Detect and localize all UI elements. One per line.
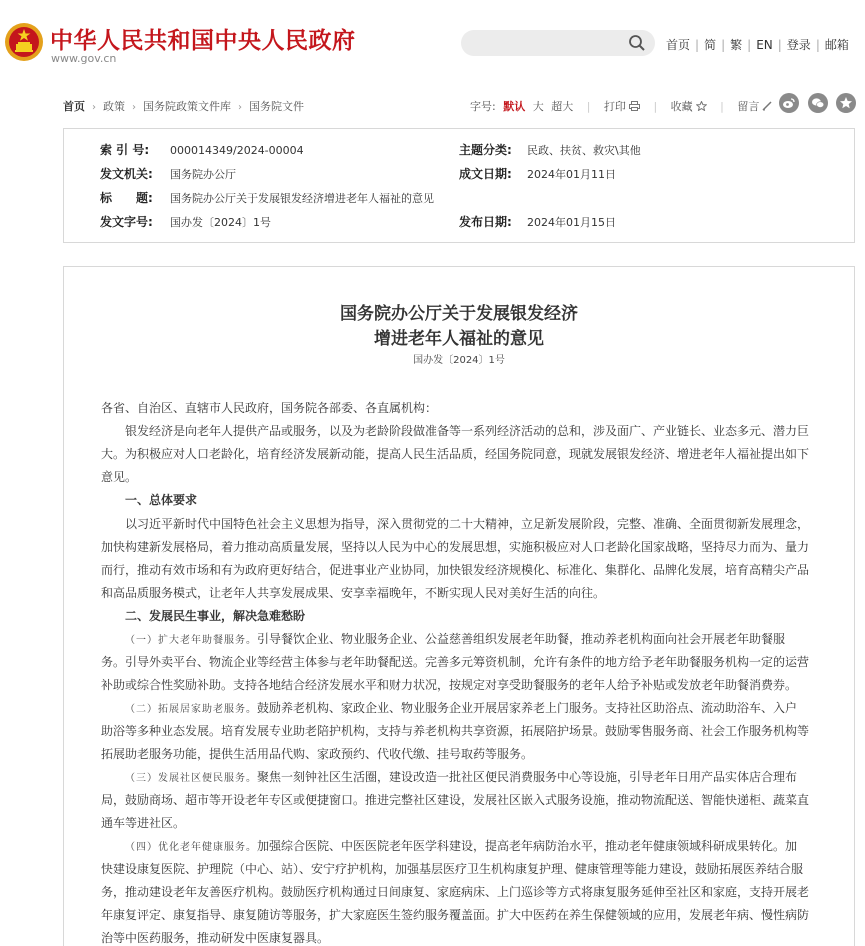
subsection-heading: （三）发展社区便民服务。	[125, 773, 257, 784]
nav-traditional[interactable]: 繁	[730, 38, 743, 52]
paragraph-line: 治等中医药服务，推动研发中医康复器具。	[101, 931, 330, 945]
section-heading: 二、发展民生事业，解决急难愁盼	[125, 609, 306, 623]
breadcrumb-policy[interactable]: 政策	[103, 100, 125, 113]
printer-icon	[629, 101, 640, 111]
section-heading: 一、总体要求	[125, 493, 198, 507]
search-icon[interactable]	[628, 34, 646, 52]
info-index-row	[100, 141, 304, 158]
top-nav: 首页 | 简 | 繁 | EN | 登录 | 邮箱	[666, 38, 849, 52]
paragraph-line: 拓展助老服务功能，提供生活用品代购、家政预约、代收代缴、挂号取药等服务。	[101, 747, 534, 761]
paragraph-line	[125, 768, 797, 788]
favorite-label: 收藏	[670, 100, 693, 113]
paragraph-text: 引导餐饮企业、物业服务企业、公益慈善组织发展老年助餐，推动养老机构面向社会开展老年助餐服	[257, 632, 786, 646]
font-size-label: 字号:	[470, 100, 496, 113]
paragraph-line: 大。为积极应对人口老龄化，培育经济发展新动能，提高人民生活品质，经国务院同意，现就发展银发经济、增进老年人福祉提出如下	[101, 447, 810, 461]
print-button[interactable]	[604, 100, 640, 113]
breadcrumb: 首页 › 政策 › 国务院政策文件库 › 国务院文件	[63, 100, 304, 113]
star-outline-icon	[696, 101, 707, 111]
breadcrumb-bar	[0, 92, 865, 118]
info-topic-row	[459, 141, 641, 158]
breadcrumb-state-council-docs[interactable]: 国务院文件	[249, 100, 304, 113]
info-docno-row	[100, 213, 271, 230]
subsection-heading: （二）拓展居家助老服务。	[125, 704, 257, 715]
info-title-value: 国务院办公厅关于发展银发经济增进老年人福祉的意见	[170, 192, 434, 205]
paragraph-line: 意见。	[101, 470, 138, 484]
paragraph-line: 年康复评定、康复指导、康复随访等服务，扩大家庭医生签约服务覆盖面。扩大中医药在养生保健领域的应用，发展老年病、慢性病防	[101, 908, 810, 922]
paragraph-line: 和高品质服务模式，让老年人共享发展成果、安享幸福晚年，不断实现人民对美好生活的向往。	[101, 586, 606, 600]
comment-label: 留言	[737, 100, 760, 113]
paragraph-line: 加快构建新发展格局，着力推动高质量发展，坚持以人民为中心的发展思想，实施积极应对人口老龄化国家战略，坚持尽力而为、量力	[101, 540, 810, 554]
favorites-star-icon[interactable]	[836, 93, 856, 113]
site-header	[0, 0, 865, 80]
paragraph-line: 务，推动建设老年友善医疗机构。鼓励医疗机构通过日间康复、家庭病床、上门巡诊等方式将康复服务延伸至社区和家庭，支持开展老	[101, 885, 810, 899]
weibo-icon[interactable]	[779, 93, 799, 113]
paragraph-text: 鼓励养老机构、家政企业、物业服务企业开展居家养老上门服务。支持社区助浴点、流动助浴车、入户	[257, 701, 798, 715]
national-emblem-icon[interactable]	[4, 22, 44, 62]
paragraph-line: 通车等进社区。	[101, 816, 186, 830]
info-title-label: 标 题:	[100, 191, 153, 205]
article-doc-number: 国办发〔2024〕1号	[413, 355, 505, 366]
site-title[interactable]: 中华人民共和国中央人民政府	[50, 27, 356, 54]
info-written-row	[459, 165, 616, 182]
document-info-table	[63, 128, 855, 243]
info-topic-label: 主题分类:	[459, 143, 512, 157]
site-url: www.gov.cn	[51, 52, 117, 65]
paragraph-line: 以习近平新时代中国特色社会主义思想为指导，深入贯彻党的二十大精神，立足新发展阶段，完整、准确、全面贯彻新发展理念，	[125, 517, 810, 531]
paragraph-line	[125, 837, 797, 857]
article-body	[63, 266, 855, 946]
nav-home[interactable]: 首页	[666, 38, 691, 52]
info-index-label: 索 引 号:	[100, 143, 150, 157]
breadcrumb-policy-library[interactable]: 国务院政策文件库	[143, 100, 231, 113]
info-issuer-label: 发文机关:	[100, 167, 153, 181]
paragraph-text: 聚焦一刻钟社区生活圈，建设改造一批社区便民消费服务中心等设施，引导老年日用产品实体店合理布	[257, 770, 798, 784]
font-large-option[interactable]: 大	[532, 100, 544, 113]
paragraph-line: 助浴等多种业态发展。培育发展专业助老陪护机构，支持与养老机构共享资源，拓展陪护场景。鼓励零售服务商、社会工作服务机构等	[101, 724, 810, 738]
info-docno-label: 发文字号:	[100, 215, 153, 229]
paragraph-line: 局，鼓励商场、超市等开设老年专区或便捷窗口。推进完整社区建设，发展社区嵌入式服务设施，推动物流配送、智能快递柜、蔬菜直	[101, 793, 810, 807]
info-issuer-value: 国务院办公厅	[170, 168, 236, 181]
paragraph-text: 加强综合医院、中医医院老年医学科建设，提高老年病防治水平，推动老年健康领域科研成果转化。加	[257, 839, 798, 853]
info-issuer-row	[100, 165, 236, 182]
paragraph-line: 务。引导外卖平台、物流企业等经营主体参与老年助餐配送。完善多元筹资机制，允许有条件的地方给予老年助餐服务机构一定的运营	[101, 655, 810, 669]
font-xlarge-option[interactable]: 超大	[551, 100, 574, 113]
paragraph-line: 补助或综合性奖励补助。支持各地结合经济发展水平和财力状况，按规定对享受助餐服务的老年人给予补贴或发放老年助餐消费券。	[101, 678, 798, 692]
salutation: 各省、自治区、直辖市人民政府，国务院各部委、各直属机构：	[101, 401, 438, 415]
print-label: 打印	[603, 100, 626, 113]
breadcrumb-home[interactable]: 首页	[63, 100, 85, 113]
comment-button[interactable]	[737, 100, 773, 113]
paragraph-line: 银发经济是向老年人提供产品或服务，以及为老龄阶段做准备等一系列经济活动的总和，涉及面广、产业链长、业态多元、潜力巨	[125, 424, 810, 438]
info-written-label: 成文日期:	[459, 167, 512, 181]
font-default-option[interactable]: 默认	[503, 100, 526, 113]
info-written-value: 2024年01月11日	[527, 168, 616, 181]
page-tools: 字号: 默认 大 超大 | 打印 | 收藏 | 留言	[470, 98, 773, 114]
paragraph-line: 快建设康复医院、护理院（中心、站）、安宁疗护机构，加强基层医疗卫生机构康复护理、健康管理等能力建设，鼓励拓展医养结合服	[101, 862, 804, 876]
info-published-label: 发布日期:	[459, 215, 512, 229]
info-published-row	[459, 213, 616, 230]
search-input[interactable]	[461, 30, 655, 56]
paragraph-line: 而行，推动有效市场和有为政府更好结合，促进事业产业协同，加快银发经济规模化、标准化、集群化、品牌化发展，培育高精尖产品	[101, 563, 810, 577]
nav-english[interactable]: EN	[756, 38, 773, 52]
info-index-value: 000014349/2024-00004	[170, 144, 304, 157]
nav-simplified[interactable]: 简	[704, 38, 717, 52]
share-bar	[779, 93, 861, 116]
article-title-line-1: 国务院办公厅关于发展银发经济	[340, 304, 578, 324]
wechat-icon[interactable]	[808, 93, 828, 113]
paragraph-line	[125, 630, 785, 650]
subsection-heading: （四）优化老年健康服务。	[125, 842, 257, 853]
article-title-line-2: 增进老年人福祉的意见	[374, 329, 544, 349]
subsection-heading: （一）扩大老年助餐服务。	[125, 635, 257, 646]
info-title-row	[100, 189, 434, 206]
pencil-icon	[762, 101, 773, 111]
info-published-value: 2024年01月15日	[527, 216, 616, 229]
paragraph-line	[125, 699, 797, 719]
nav-login[interactable]: 登录	[786, 38, 811, 52]
nav-mail[interactable]: 邮箱	[824, 38, 849, 52]
info-docno-value: 国办发〔2024〕1号	[170, 216, 271, 229]
favorite-button[interactable]	[671, 100, 707, 113]
info-topic-value: 民政、扶贫、救灾\其他	[527, 144, 641, 157]
